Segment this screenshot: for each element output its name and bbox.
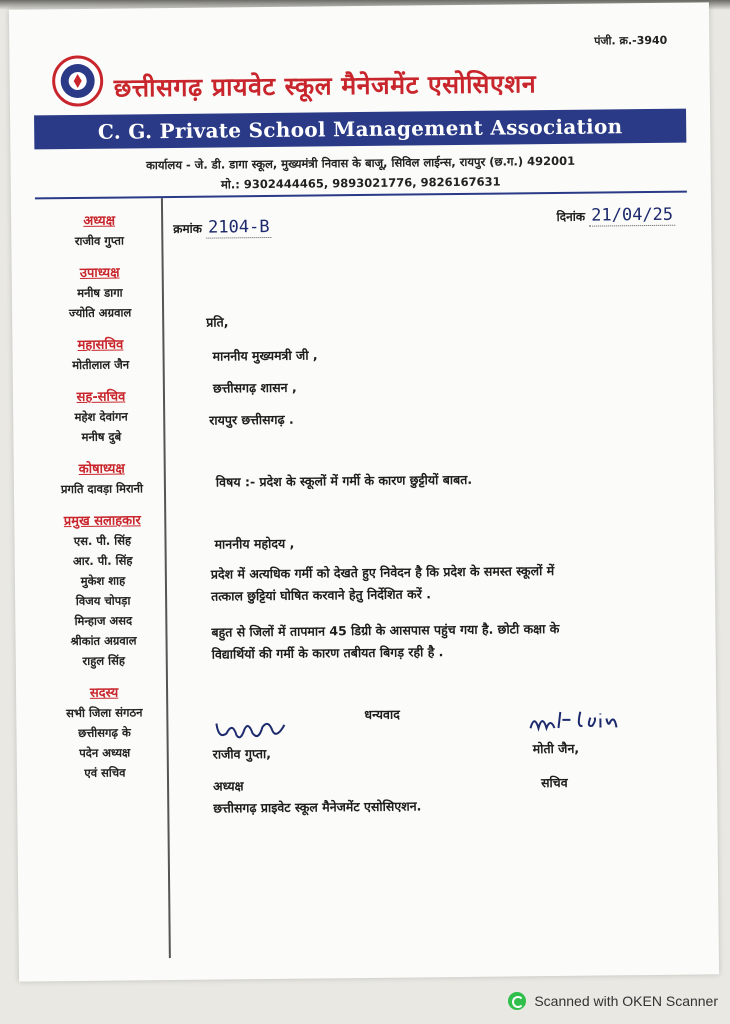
- sidebar-member-name: प्रगति दावड़ा मिरानी: [60, 481, 144, 497]
- organization-name: छत्तीसगढ़ प्राइवेट स्कूल मैनेजमेंट एसोसिएशन.: [213, 798, 422, 816]
- sidebar-member-name: महेश देवांगन: [74, 409, 128, 425]
- sidebar-member-name: राजीव गुप्ता: [74, 233, 125, 249]
- reference-value: 2104-B: [206, 217, 272, 239]
- registration-number: पंजी. क्र.-3940: [594, 33, 668, 48]
- hindi-title: छत्तीसगढ़ प्रायवेट स्कूल मैनेजमेंट एसोसिएशन: [113, 69, 537, 103]
- office-address: कार्यालय - जे. डी. डागा स्कूल, मुख्यमंत्री निवास के बाजू, सिविल लाईन्स, रायपुर (छ.ग.) 492001: [145, 153, 576, 173]
- handwritten-signature-right: [526, 705, 636, 734]
- english-title: C. G. Private School Management Association: [97, 114, 623, 144]
- english-title-band: [34, 109, 686, 150]
- date-label: दिनांक: [556, 209, 586, 224]
- sidebar-member-name: राहुल सिंह: [82, 653, 126, 668]
- sidebar-group-title: सह-सचिव: [76, 389, 126, 406]
- sidebar-member-name: एस. पी. सिंह: [73, 533, 132, 549]
- sidebar-member-name: पदेन अध्यक्ष: [79, 745, 131, 760]
- subject-line: विषय :- प्रदेश के स्कूलों में गर्मी के कारण छुट्टीयों बाबत.: [215, 471, 473, 490]
- sidebar-member-name: ज्योति अग्रवाल: [68, 305, 132, 321]
- sidebar-group-title: प्रमुख सलाहकार: [63, 513, 141, 530]
- president-title: अध्यक्ष: [212, 778, 244, 794]
- sidebar-group: [42, 458, 162, 499]
- sidebar-member-name: मोतीलाल जैन: [72, 357, 130, 373]
- thanks: धन्यवाद: [364, 706, 400, 723]
- sidebar-group-title: कोषाध्यक्ष: [78, 461, 125, 477]
- paragraph-line: विद्यार्थियों की गर्मी के कारण तबीयत बिगड़ रही है .: [211, 644, 444, 662]
- sidebar-member-name: श्रीकांत अग्रवाल: [70, 633, 137, 649]
- sidebar-member-name: सभी जिला संगठन: [65, 705, 143, 721]
- scanner-text: Scanned with OKEN Scanner: [534, 993, 718, 1009]
- sidebar-member-name: आर. पी. सिंह: [72, 553, 133, 569]
- reference-number: [173, 217, 272, 238]
- recipient-line: छत्तीसगढ़ शासन ,: [212, 379, 297, 396]
- sidebar-group: [42, 510, 164, 671]
- paragraph-line: प्रदेश में अत्यधिक गर्मी को देखते हुए निवेदन है कि प्रदेश के समस्त स्कूलों में: [210, 563, 555, 582]
- date-value: 21/04/25: [589, 205, 675, 227]
- secretary-title: सचिव: [540, 774, 568, 791]
- letter-date: [556, 205, 675, 226]
- recipient-line: प्रति,: [206, 314, 229, 330]
- sidebar-group: [39, 210, 159, 251]
- sidebar-group-title: उपाध्यक्ष: [79, 265, 120, 281]
- sidebar-member-name: मनीष डागा: [77, 285, 123, 300]
- sidebar-member-name: मिन्हाज असद: [74, 613, 133, 629]
- sidebar-member-name: विजय चोपड़ा: [75, 593, 131, 609]
- sidebar-group: [44, 682, 165, 783]
- recipient-line: रायपुर छत्तीसगढ़ .: [209, 411, 294, 428]
- handwritten-signature-left: [212, 715, 292, 744]
- sidebar-member-name: एवं सचिव: [84, 765, 126, 780]
- sidebar-group-title: सदस्य: [89, 685, 119, 701]
- president-signature: [212, 715, 292, 749]
- paragraph-line: बहुत से जिलों में तापमान 45 डिग्री के आसपास पहुंच गया है. छोटी कक्षा के: [211, 620, 560, 640]
- recipient-line: माननीय मुख्यमत्री जी ,: [212, 347, 318, 364]
- president-name: राजीव गुप्ता,: [212, 745, 271, 762]
- sidebar-group-title: अध्यक्ष: [83, 213, 116, 229]
- secretary-name: मोती जैन,: [532, 740, 580, 757]
- secretary-signature: [526, 705, 636, 739]
- paragraph-2: [211, 617, 631, 665]
- paragraph-1: [211, 559, 631, 607]
- salutation: माननीय महोदय ,: [214, 535, 295, 552]
- sidebar-member-name: मुकेश शाह: [80, 573, 126, 588]
- letter-page: [9, 2, 719, 981]
- association-seal-logo: [51, 55, 104, 108]
- paragraph-line: तत्काल छुट्टियां घोषित करवाने हेतु निर्देशित करें .: [211, 586, 431, 604]
- scanner-watermark: [508, 992, 718, 1010]
- sidebar-group-title: महासचिव: [77, 337, 124, 353]
- reference-label: क्रमांक: [173, 221, 203, 236]
- office-bearers-sidebar: [39, 210, 165, 795]
- oken-scanner-icon: [508, 992, 526, 1010]
- sidebar-group: [40, 334, 160, 375]
- sidebar-group: [40, 262, 161, 323]
- sidebar-member-name: मनीष दुबे: [81, 429, 122, 444]
- phone-numbers: मो.: 9302444465, 9893021776, 9826167631: [220, 174, 501, 192]
- sidebar-member-name: छत्तीसगढ़ के: [78, 725, 131, 741]
- sidebar-group: [41, 386, 162, 447]
